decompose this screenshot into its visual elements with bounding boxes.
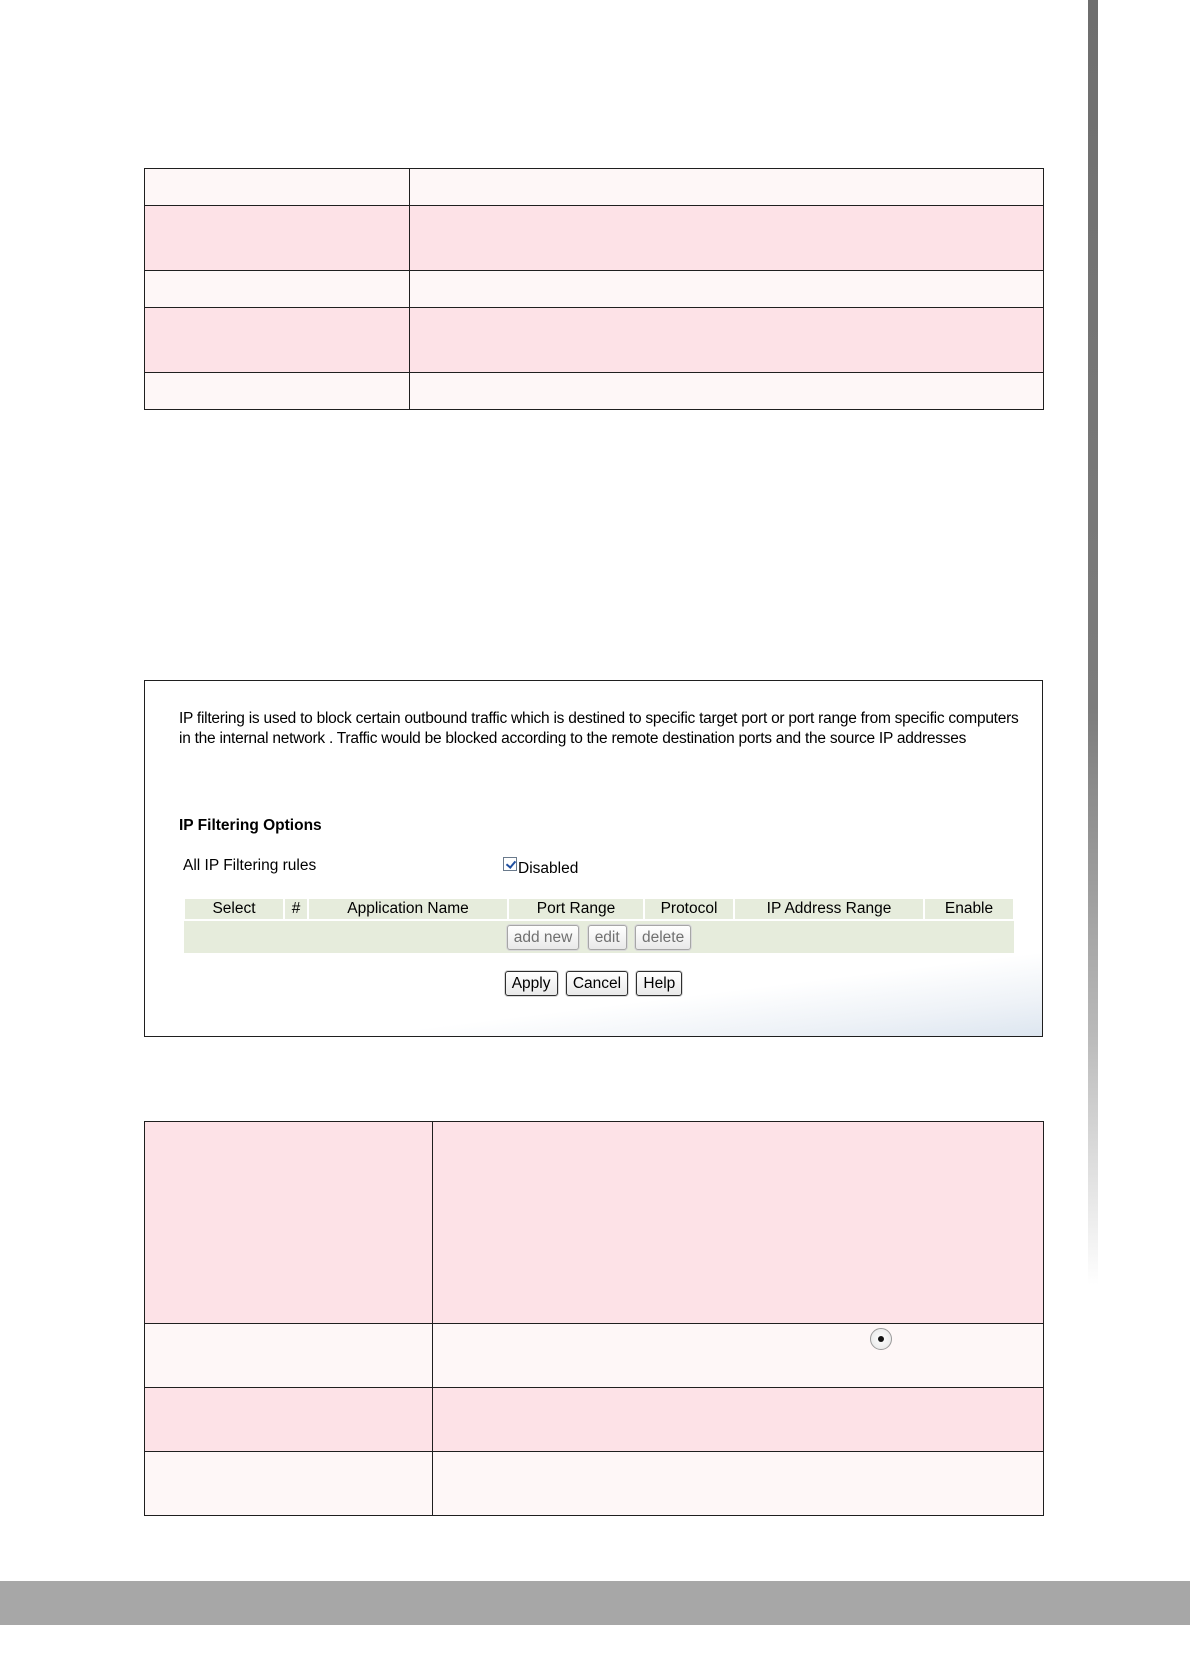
apply-button[interactable]: Apply	[505, 971, 558, 996]
table-row	[145, 271, 1044, 308]
page-edge-bar	[1088, 0, 1098, 1285]
column-application-name: Application Name	[308, 898, 508, 920]
disabled-checkbox-label[interactable]: Disabled	[518, 860, 579, 877]
rules-actions-row	[184, 920, 1014, 953]
disabled-checkbox-group[interactable]	[503, 856, 578, 878]
table-row	[145, 1388, 1044, 1452]
cancel-button[interactable]: Cancel	[566, 971, 628, 996]
column-protocol: Protocol	[644, 898, 734, 920]
column-enable: Enable	[924, 898, 1014, 920]
table-row	[145, 308, 1044, 373]
ip-filtering-rules-table	[183, 897, 1015, 953]
top-table	[144, 168, 1044, 410]
help-button[interactable]: Help	[636, 971, 682, 996]
disabled-checkbox[interactable]	[503, 857, 517, 871]
column-port-range: Port Range	[508, 898, 644, 920]
bottom-table	[144, 1121, 1044, 1516]
rules-header-row	[184, 898, 1014, 920]
table-row	[145, 373, 1044, 410]
table-row	[145, 206, 1044, 271]
column-ip-address-range: IP Address Range	[734, 898, 924, 920]
add-new-button[interactable]: add new	[507, 925, 580, 950]
table-row	[145, 1122, 1044, 1324]
ip-filtering-description: IP filtering is used to block certain outbound traffic which is destined to specific target port or port range from specific computers in the internal network . Traffic would be blocked according to the remote destination ports and the source IP addresses	[179, 710, 1019, 747]
column-select: Select	[184, 898, 284, 920]
ip-filtering-options-title: IP Filtering Options	[179, 817, 322, 834]
radio-button-selected-icon	[870, 1328, 892, 1350]
ip-filtering-panel	[144, 680, 1043, 1037]
table-row	[145, 1452, 1044, 1516]
table-row	[145, 1324, 1044, 1388]
column-number: #	[284, 898, 308, 920]
edit-button[interactable]: edit	[588, 925, 627, 950]
form-buttons	[145, 971, 1042, 996]
all-rules-label: All IP Filtering rules	[183, 857, 317, 874]
footer-bar	[0, 1581, 1190, 1625]
table-row	[145, 169, 1044, 206]
delete-button[interactable]: delete	[635, 925, 691, 950]
